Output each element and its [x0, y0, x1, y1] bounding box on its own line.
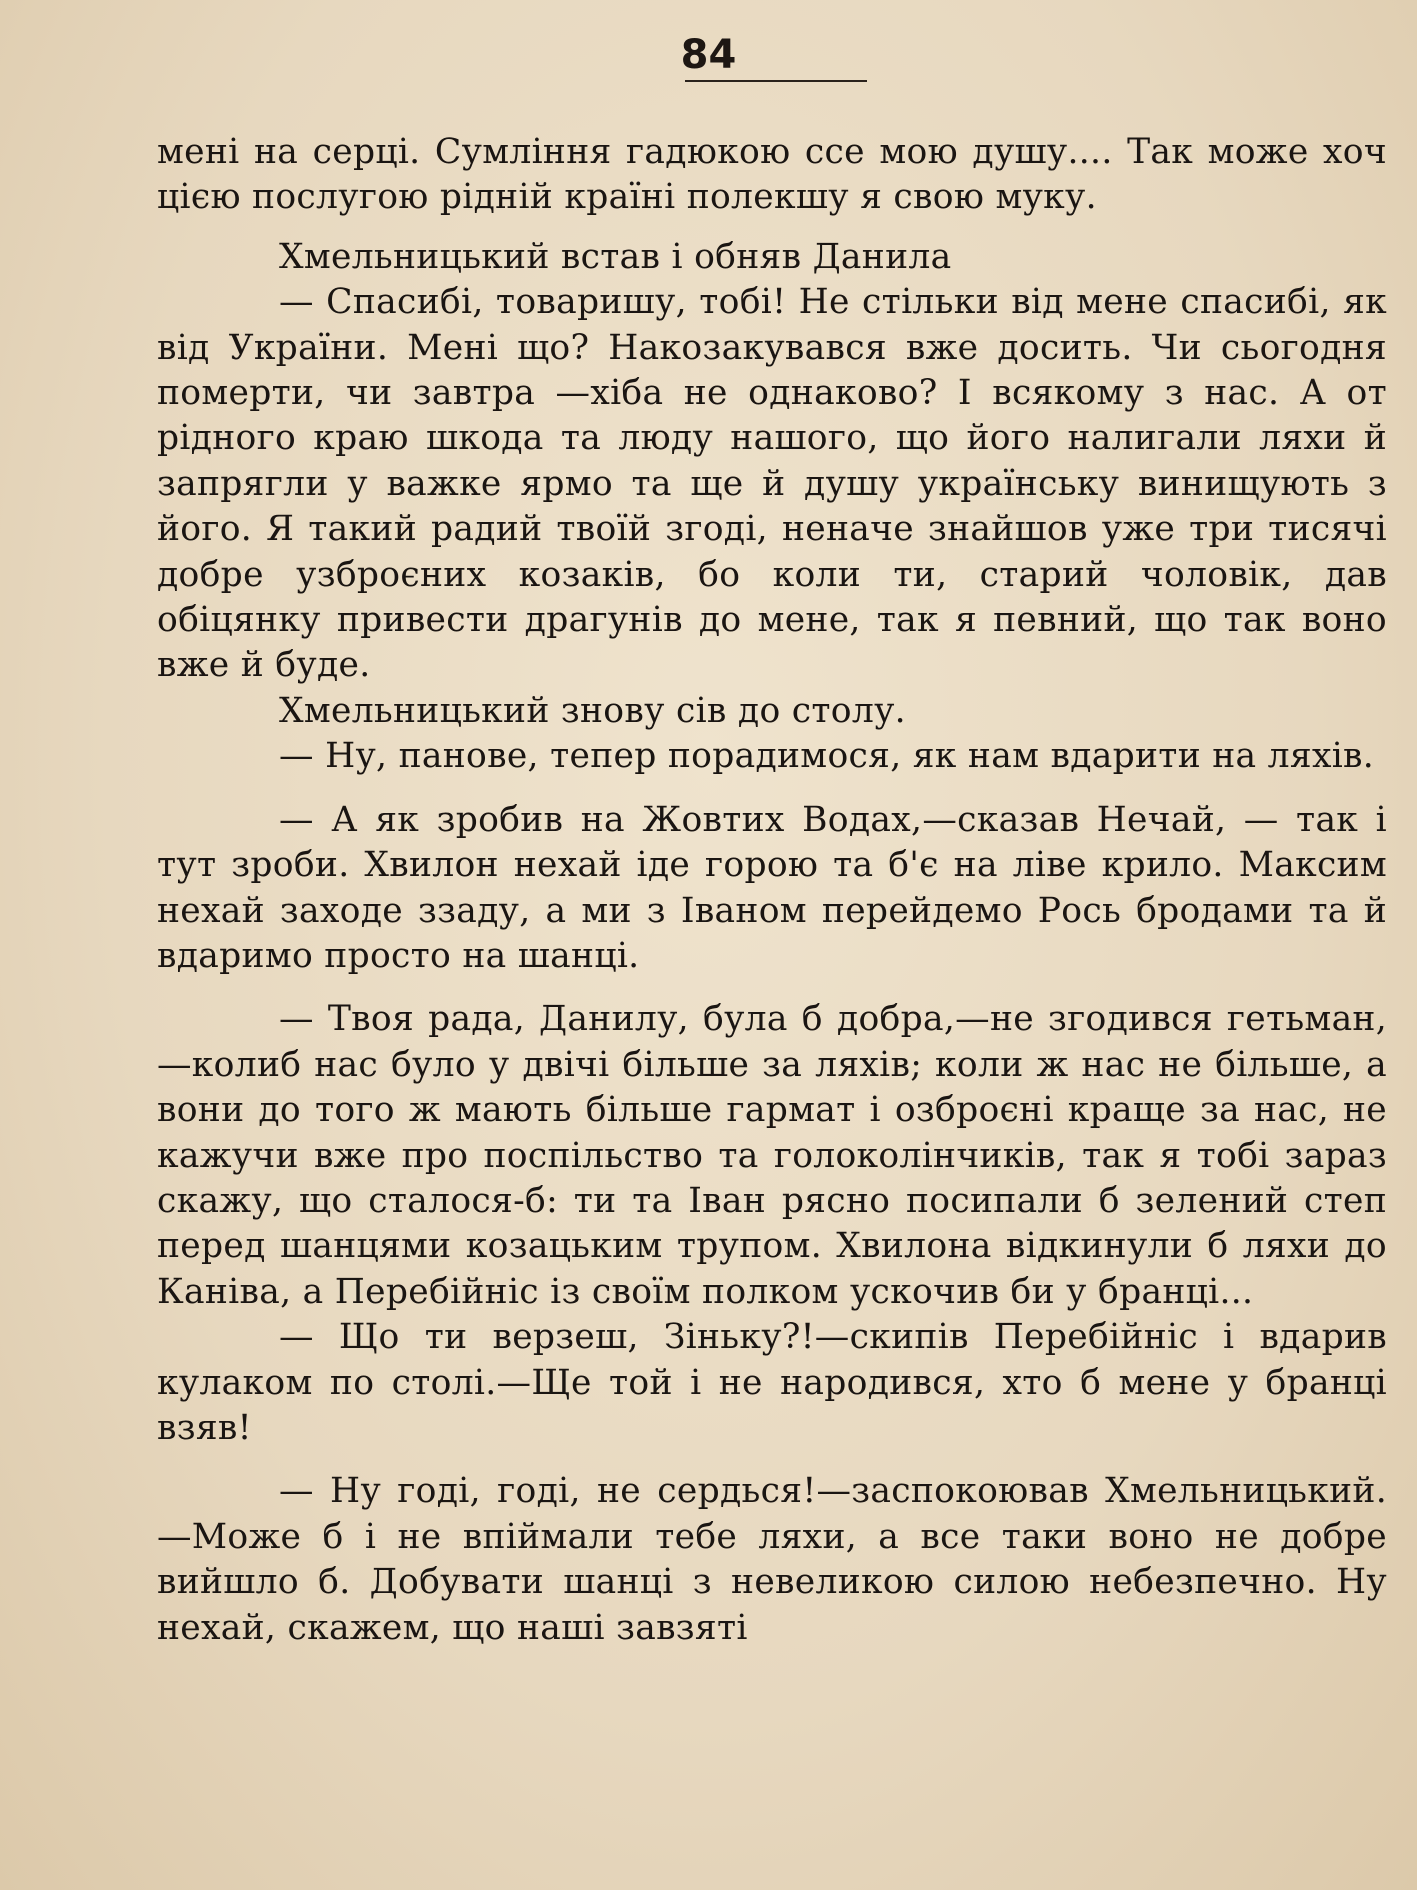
- paragraph: — Твоя рада, Данилу, була б добра,—не згодився гетьман,—колиб нас було у двічі більше за ляхів; коли ж нас не більше, а вони до того ж мають більше гармат і озброєні краще за нас, не кажучи вже про поспільство та голоколінчиків, так я тобі зараз скажу, що сталося-б: ти та Іван рясно посипали б зелений степ перед шанцями козацьким трупом. Хвилона відкинули б ляхи до Канiва, а Перебійніс із своїм полком ускочив би у бранці...: [157, 999, 1387, 1312]
- page-number: 84: [680, 32, 737, 78]
- paragraph: — Ну, панове, тепер порадимося, як нам вдарити на ляхів.: [279, 736, 1375, 777]
- paragraph: мені на серці. Сумління гадюкою ссе мою душу.... Так може хоч цією послугою рідній країні полекшу я свою муку.: [157, 132, 1387, 218]
- paragraph: — А як зробив на Жовтих Водах,—сказав Нечай, — так і тут зроби. Хвилон нехай іде горою та б'є на ліве крило. Максим нехай заходе ззаду, а ми з Іваном перейдемо Рось бродами та й вдаримо просто на шанці.: [157, 799, 1387, 976]
- paragraph: — Спасибі, товаришу, тобі! Не стільки від мене спасибі, як від України. Мені що? Накозакувався вже досить. Чи сьогодня померти, чи завтра —хіба не однаково? І всякому з нас. А от рідного краю шкода та люду нашого, що його налигали ляхи й запрягли у важке ярмо та ще й душу українську винищують з його. Я такий радий твоїй згоді, неначе знайшов уже три тисячі добре узброєних козаків, бо коли ти, старий чоловік, дав обіцянку привести драгунів до мене, так я певний, що так воно вже й буде.: [157, 282, 1387, 686]
- body-text: [157, 130, 1387, 1651]
- paragraph: — Ну годі, годі, не сердься!—заспокоював Хмельницький.—Може б і не впіймали тебе ляхи, а все таки воно не добре вийшло б. Добувати шанці з невеликою силою небезпечно. Ну нехай, скажем, що наші завзяті: [157, 1471, 1387, 1648]
- paragraph: Хмельницький встав і обняв Данила: [279, 236, 952, 277]
- paragraph: Хмельницький знову сів до столу.: [279, 690, 906, 731]
- page-number-rule: [685, 80, 867, 82]
- paragraph: — Що ти верзеш, Зіньку?!—скипів Перебійніс і вдарив кулаком по столі.—Ще той і не народився, хто б мене у бранці взяв!: [157, 1317, 1387, 1448]
